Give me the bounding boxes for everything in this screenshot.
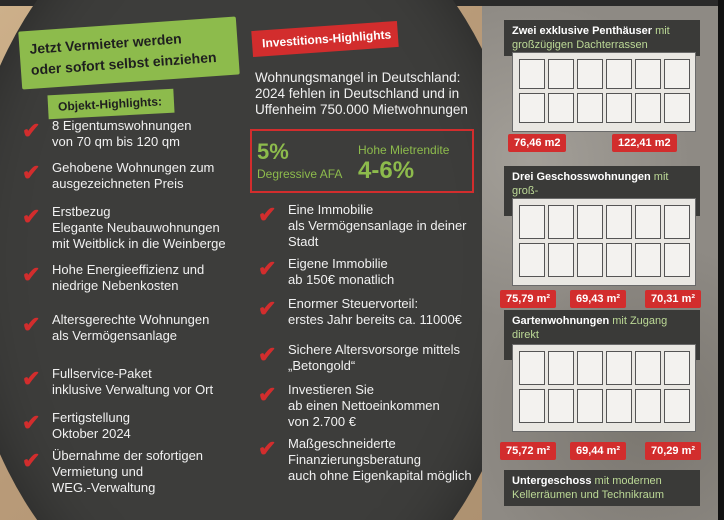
plan-title — [504, 20, 700, 56]
invest-item-text: von 2.700 € — [288, 414, 356, 429]
room-shape — [519, 93, 545, 123]
objekt-item-text: 8 Eigentumswohnungen — [52, 118, 192, 133]
room-shape — [664, 93, 690, 123]
rendite-label: Hohe Mietrendite — [358, 143, 450, 157]
room-shape — [548, 351, 574, 385]
floor-plan-drawing — [512, 198, 696, 286]
investitions-label: Investitions-Highlights — [261, 27, 392, 51]
room-shape — [548, 389, 574, 423]
invest-item-text: Eine Immobilie — [288, 202, 374, 217]
room-shape — [577, 93, 603, 123]
room-shape — [635, 389, 661, 423]
room-shape — [577, 59, 603, 89]
room-shape — [577, 205, 603, 239]
invest-item-text: Stadt — [288, 234, 319, 249]
objekt-item-text: Gehobene Wohnungen zum — [52, 160, 215, 175]
objekt-item-text: inklusive Verwaltung vor Ort — [52, 382, 214, 397]
invest-item-text: erstes Jahr bereits ca. 11000€ — [288, 312, 462, 327]
checkmark-icon: ✔ — [258, 342, 277, 367]
room-shape — [635, 205, 661, 239]
area-badge: 70,31 m² — [645, 290, 701, 308]
room-shape — [635, 351, 661, 385]
room-shape — [664, 59, 690, 89]
room-shape — [606, 243, 632, 277]
invest-item-text: Sichere Altersvorsorge mittels — [288, 342, 460, 357]
plan-title-rest: großzügigen Dachterrassen — [512, 39, 648, 51]
room-shape — [548, 93, 574, 123]
afa-percent: 5% — [257, 139, 289, 164]
plan-title-rest: mit modernen — [591, 475, 662, 487]
room-shape — [577, 351, 603, 385]
objekt-item-text: Fullservice-Paket — [52, 366, 152, 381]
checkmark-icon: ✔ — [22, 204, 41, 229]
room-shape — [577, 243, 603, 277]
room-shape — [577, 389, 603, 423]
room-shape — [606, 389, 632, 423]
objekt-item-text: von 70 qm bis 120 qm — [52, 134, 180, 149]
invest-item-text: „Betongold“ — [288, 358, 356, 373]
area-badge: 75,79 m² — [500, 290, 556, 308]
room-shape — [664, 243, 690, 277]
room-shape — [664, 205, 690, 239]
checkmark-icon: ✔ — [258, 202, 277, 227]
objekt-item-text: Vermietung und — [52, 464, 144, 479]
objekt-item-text: Altersgerechte Wohnungen — [52, 312, 210, 327]
invest-item-text: ab einen Nettoeinkommen — [288, 398, 440, 413]
checkmark-icon: ✔ — [22, 160, 41, 185]
objekt-highlights-label: Objekt-Highlights: — [57, 94, 163, 114]
objekt-item-text: als Vermögensanlage — [52, 328, 178, 343]
area-badge: 75,72 m² — [500, 442, 556, 460]
checkmark-icon: ✔ — [22, 366, 41, 391]
area-badge: 70,29 m² — [645, 442, 701, 460]
objekt-item-text: Fertigstellung — [52, 410, 131, 425]
room-shape — [519, 389, 545, 423]
objekt-item-text: Erstbezug — [52, 204, 111, 219]
room-shape — [519, 243, 545, 277]
right-edge — [718, 0, 724, 520]
plan-title-bold: Zwei exklusive Penthäuser — [512, 25, 653, 37]
floor-plan-drawing — [512, 52, 696, 132]
room-shape — [606, 59, 632, 89]
room-shape — [548, 59, 574, 89]
room-shape — [548, 243, 574, 277]
room-shape — [606, 205, 632, 239]
objekt-item-text: niedrige Nebenkosten — [52, 278, 179, 293]
afa-label: Degressive AFA — [257, 167, 343, 181]
room-shape — [664, 389, 690, 423]
invest-item-text: Enormer Steuervorteil: — [288, 296, 419, 311]
checkmark-icon: ✔ — [258, 436, 277, 461]
area-badge: 69,43 m² — [570, 290, 626, 308]
area-badge: 76,46 m2 — [508, 134, 566, 152]
objekt-item-text: Oktober 2024 — [52, 426, 131, 441]
rendite-value: 4-6% — [358, 157, 415, 184]
rendite-box — [250, 129, 474, 193]
area-badge: 69,44 m² — [570, 442, 626, 460]
room-shape — [635, 243, 661, 277]
plan-title-bold: Drei Geschosswohnungen — [512, 171, 651, 183]
plan-title-bold: Untergeschoss — [512, 475, 592, 487]
headline-line2: oder sofort selbst einziehen — [30, 48, 217, 78]
invest-item-text: Investieren Sie — [288, 382, 374, 397]
objekt-item-text: Hohe Energieeffizienz und — [52, 262, 205, 277]
headline-line1: Jetzt Vermieter werden — [28, 30, 183, 57]
room-shape — [548, 205, 574, 239]
objekt-item-text: Übernahme der sofortigen — [52, 448, 204, 463]
checkmark-icon: ✔ — [22, 448, 41, 473]
plan-title — [504, 470, 700, 506]
invest-intro-line2: 2024 fehlen in Deutschland und in — [255, 86, 460, 101]
room-shape — [635, 93, 661, 123]
objekt-item-text: WEG.-Verwaltung — [52, 480, 156, 495]
checkmark-icon: ✔ — [258, 296, 277, 321]
checkmark-icon: ✔ — [22, 118, 41, 143]
checkmark-icon: ✔ — [258, 256, 277, 281]
plan-title-rest: Kellerräumen und Technikraum — [512, 489, 665, 501]
invest-item-text: ab 150€ monatlich — [288, 272, 395, 287]
invest-item-text: Maßgeschneiderte — [288, 436, 396, 451]
invest-intro-line3: Uffenheim 750.000 Mietwohnungen — [255, 102, 468, 117]
plan-title-rest: mit Zugang direkt — [512, 315, 668, 341]
checkmark-icon: ✔ — [22, 410, 41, 435]
room-shape — [664, 351, 690, 385]
objekt-item-text: Elegante Neubauwohnungen — [52, 220, 220, 235]
room-shape — [519, 351, 545, 385]
invest-item-text: als Vermögensanlage in deiner — [288, 218, 467, 233]
objekt-item-text: mit Weitblick in die Weinberge — [52, 236, 226, 251]
room-shape — [519, 59, 545, 89]
objekt-item-text: ausgezeichneten Preis — [52, 176, 184, 191]
invest-item-text: Finanzierungsberatung — [288, 452, 421, 467]
room-shape — [519, 205, 545, 239]
checkmark-icon: ✔ — [22, 312, 41, 337]
invest-item-text: auch ohne Eigenkapital möglich — [288, 468, 472, 483]
room-shape — [606, 351, 632, 385]
area-badge: 122,41 m2 — [612, 134, 677, 152]
room-shape — [635, 59, 661, 89]
checkmark-icon: ✔ — [258, 382, 277, 407]
invest-intro-line1: Wohnungsmangel in Deutschland: — [255, 70, 461, 85]
floor-plan-drawing — [512, 344, 696, 432]
room-shape — [606, 93, 632, 123]
plan-title-rest: mit — [652, 25, 670, 37]
plan-title-rest: mit groß- — [512, 171, 669, 197]
checkmark-icon: ✔ — [22, 262, 41, 287]
invest-item-text: Eigene Immobilie — [288, 256, 388, 271]
plan-title-bold: Gartenwohnungen — [512, 315, 610, 327]
